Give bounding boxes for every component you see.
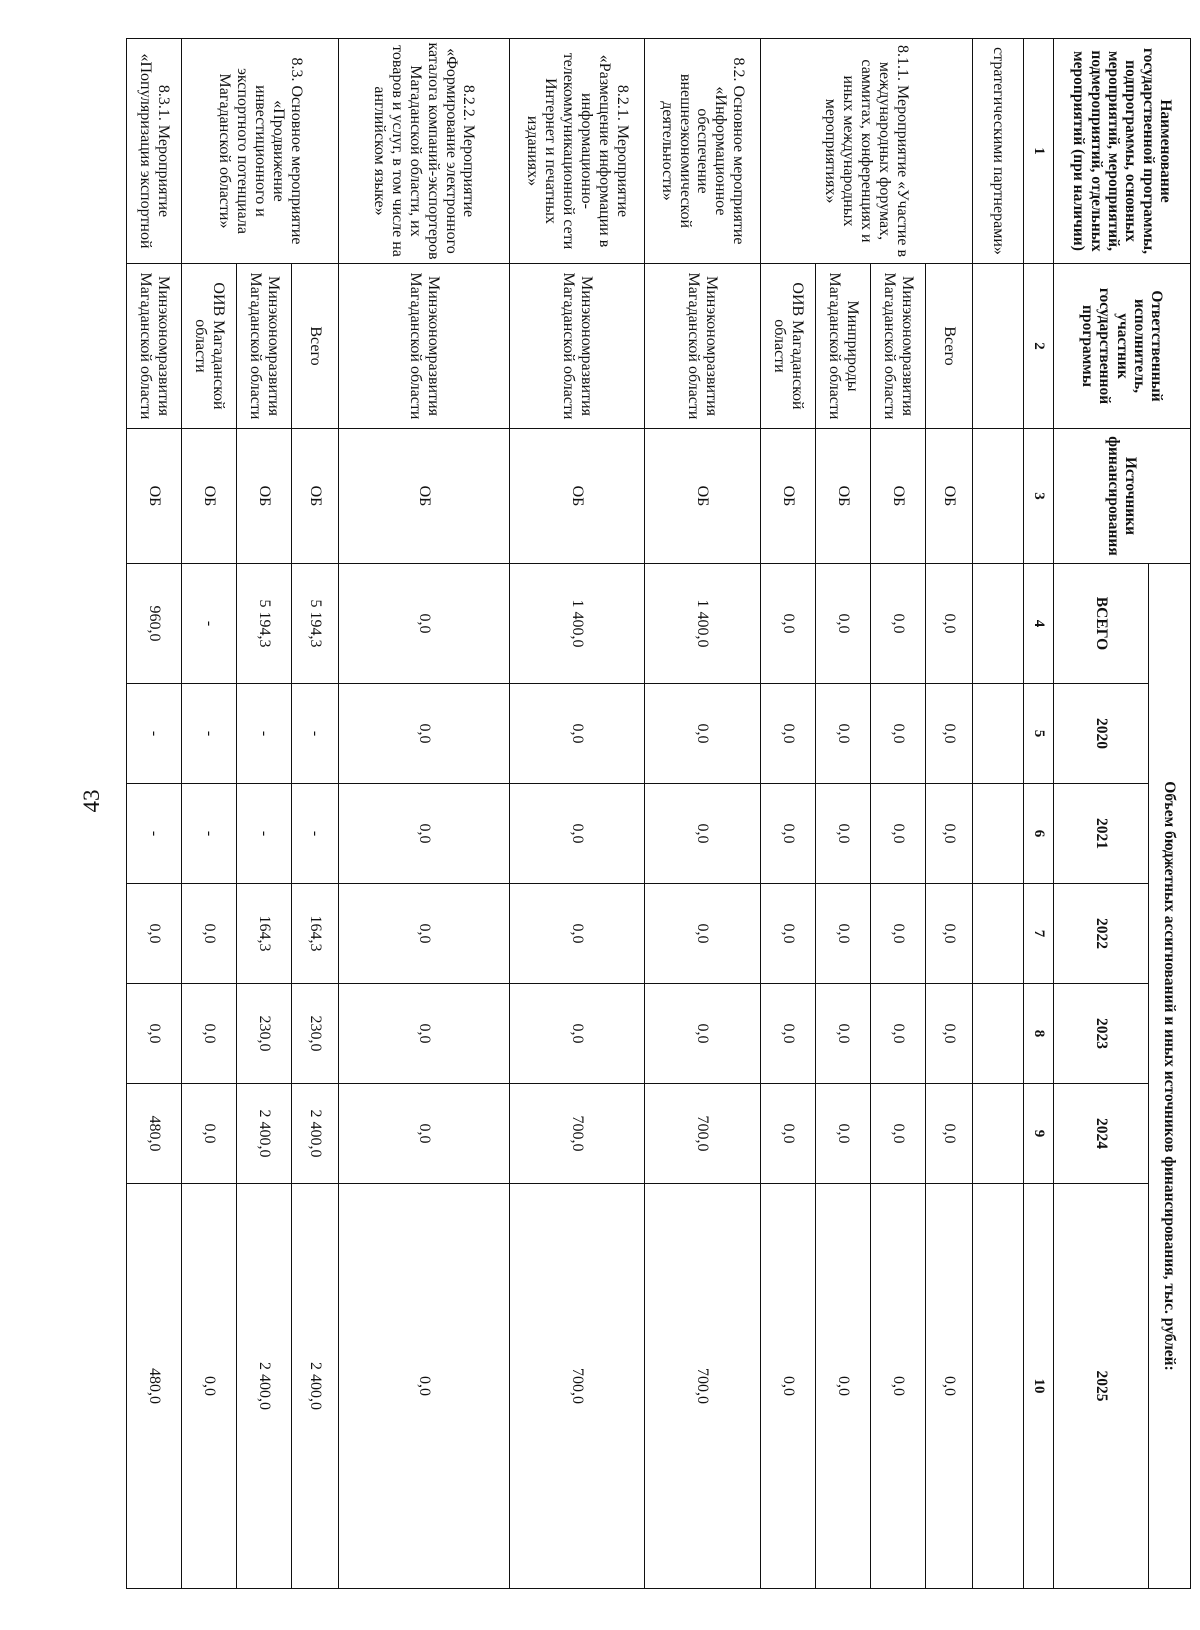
value-cell: 2 400,0	[292, 1184, 338, 1589]
value-cell: 0,0	[926, 1084, 972, 1184]
header-year-2024: 2024	[1054, 1084, 1149, 1184]
value-cell: -	[182, 564, 237, 684]
executor-cell: Минэкономразвития Магаданской области	[338, 264, 509, 429]
source-cell: ОБ	[816, 429, 871, 564]
value-cell: 0,0	[761, 1084, 816, 1184]
value-cell: 0,0	[182, 984, 237, 1084]
value-cell: 0,0	[182, 1084, 237, 1184]
value-cell: 0,0	[816, 784, 871, 884]
value-cell: 2 400,0	[237, 1084, 292, 1184]
value-cell: 0,0	[816, 564, 871, 684]
source-cell: ОБ	[871, 429, 926, 564]
col-number: 8	[1024, 984, 1054, 1084]
table-row	[127, 39, 182, 1589]
rotated-table-container	[126, 38, 1191, 1583]
activity-name-cell: 8.3.1. Мероприятие «Популяризация экспортной	[127, 39, 182, 264]
value-cell: -	[127, 784, 182, 884]
source-cell: ОБ	[509, 429, 644, 564]
col-number: 4	[1024, 564, 1054, 684]
executor-cell: Минэкономразвития Магаданской области	[237, 264, 292, 429]
value-cell: 0,0	[816, 1084, 871, 1184]
header-year-2021: 2021	[1054, 784, 1149, 884]
source-cell: ОБ	[926, 429, 972, 564]
source-cell: ОБ	[761, 429, 816, 564]
source-cell: ОБ	[338, 429, 509, 564]
activity-name-cell: 8.2.1. Мероприятие «Размещение информации в информационно-телекоммуникационной сети Интернет и печатных изданиях»	[509, 39, 644, 264]
value-cell: 0,0	[871, 1184, 926, 1589]
value-cell: 0,0	[509, 784, 644, 884]
executor-cell: Минэкономразвития Магаданской области	[644, 264, 760, 429]
value-cell: 0,0	[644, 784, 760, 884]
activity-name-cell: 8.2.2. Мероприятие «Формирование электронного каталога компаний-экспортеров Магаданской области, их товаров и услуг, в том числе на английском языке»	[338, 39, 509, 264]
value-cell: 0,0	[182, 1184, 237, 1589]
value-cell: 0,0	[926, 684, 972, 784]
table-row	[292, 39, 338, 1589]
value-cell: 2 400,0	[292, 1084, 338, 1184]
source-cell: ОБ	[182, 429, 237, 564]
table-row	[816, 39, 871, 1589]
value-cell: 1 400,0	[644, 564, 760, 684]
value-cell: 0,0	[338, 1084, 509, 1184]
value-cell: 0,0	[761, 1184, 816, 1589]
source-cell: ОБ	[644, 429, 760, 564]
table-row	[509, 39, 644, 1589]
value-cell: 0,0	[509, 684, 644, 784]
value-cell: 0,0	[127, 984, 182, 1084]
header-name-column: Наименование государственной программы, подпрограммы, основных мероприятий, мероприятий, подмероприятий, отдельных мероприятий (при наличии)	[1054, 39, 1191, 264]
col-number: 7	[1024, 884, 1054, 984]
value-cell: 0,0	[761, 784, 816, 884]
value-cell: 0,0	[926, 1184, 972, 1589]
value-cell: 0,0	[926, 564, 972, 684]
value-cell: 0,0	[338, 884, 509, 984]
value-cell: -	[292, 784, 338, 884]
header-year-total: ВСЕГО	[1054, 564, 1149, 684]
header-year-2022: 2022	[1054, 884, 1149, 984]
value-cell: 230,0	[292, 984, 338, 1084]
executor-cell: Минприроды Магаданской области	[816, 264, 871, 429]
value-cell: 480,0	[127, 1084, 182, 1184]
value-cell: 0,0	[816, 984, 871, 1084]
value-cell: 0,0	[127, 884, 182, 984]
value-cell: 0,0	[509, 884, 644, 984]
col-number: 1	[1024, 39, 1054, 264]
value-cell: 0,0	[816, 684, 871, 784]
value-cell: 1 400,0	[509, 564, 644, 684]
value-cell: 0,0	[182, 884, 237, 984]
value-cell: 0,0	[871, 884, 926, 984]
source-cell: ОБ	[237, 429, 292, 564]
value-cell: 0,0	[644, 984, 760, 1084]
value-cell: -	[127, 684, 182, 784]
executor-cell: Минэкономразвития Магаданской области	[509, 264, 644, 429]
value-cell: 0,0	[871, 564, 926, 684]
value-cell: 0,0	[871, 684, 926, 784]
value-cell: 164,3	[292, 884, 338, 984]
col-number: 10	[1024, 1184, 1054, 1589]
value-cell: 0,0	[816, 884, 871, 984]
value-cell: 0,0	[871, 984, 926, 1084]
header-funding-group: Объем бюджетных ассигнований и иных источников финансирования, тыс. рублей:	[1149, 564, 1191, 1589]
header-year-2023: 2023	[1054, 984, 1149, 1084]
value-cell: 0,0	[338, 684, 509, 784]
financing-table	[126, 38, 1191, 1589]
value-cell: 0,0	[338, 984, 509, 1084]
value-cell: 5 194,3	[292, 564, 338, 684]
value-cell: 700,0	[644, 1184, 760, 1589]
value-cell: 0,0	[644, 684, 760, 784]
table-row	[338, 39, 509, 1589]
value-cell: 480,0	[127, 1184, 182, 1589]
value-cell: 0,0	[926, 884, 972, 984]
value-cell: 164,3	[237, 884, 292, 984]
value-cell: 0,0	[871, 784, 926, 884]
value-cell: 0,0	[761, 884, 816, 984]
table-row	[644, 39, 760, 1589]
value-cell: 0,0	[509, 984, 644, 1084]
value-cell: -	[237, 784, 292, 884]
header-year-2020: 2020	[1054, 684, 1149, 784]
table-row	[761, 39, 816, 1589]
value-cell: 0,0	[761, 564, 816, 684]
executor-cell: Минэкономразвития Магаданской области	[871, 264, 926, 429]
activity-name-cell: 8.2. Основное мероприятие «Информационное обеспечение внешнеэкономической деятельности»	[644, 39, 760, 264]
value-cell: 0,0	[816, 1184, 871, 1589]
value-cell: 700,0	[509, 1184, 644, 1589]
continuation-cell: стратегическими партнерами»	[972, 39, 1023, 264]
value-cell: 0,0	[761, 984, 816, 1084]
col-number: 5	[1024, 684, 1054, 784]
value-cell: 0,0	[926, 784, 972, 884]
value-cell: 0,0	[338, 1184, 509, 1589]
header-executor-column: Ответственный исполнитель, участник государственной программы	[1054, 264, 1191, 429]
col-number: 6	[1024, 784, 1054, 884]
table-body	[127, 39, 1024, 1589]
value-cell: -	[182, 784, 237, 884]
executor-cell: Минэкономразвития Магаданской области	[127, 264, 182, 429]
col-number: 2	[1024, 264, 1054, 429]
executor-cell: ОИВ Магаданской области	[182, 264, 237, 429]
header-year-2025: 2025	[1054, 1184, 1149, 1589]
value-cell: -	[182, 684, 237, 784]
value-cell: 0,0	[926, 984, 972, 1084]
table-row	[926, 39, 972, 1589]
col-number: 3	[1024, 429, 1054, 564]
executor-cell: ОИВ Магаданской области	[761, 264, 816, 429]
value-cell: 5 194,3	[237, 564, 292, 684]
header-source-column: Источники финансирования	[1054, 429, 1191, 564]
value-cell: 960,0	[127, 564, 182, 684]
source-cell: ОБ	[127, 429, 182, 564]
value-cell: 700,0	[509, 1084, 644, 1184]
value-cell: 0,0	[761, 684, 816, 784]
table-row	[972, 39, 1023, 1589]
value-cell: -	[292, 684, 338, 784]
executor-cell: Всего	[926, 264, 972, 429]
value-cell: 2 400,0	[237, 1184, 292, 1589]
page-number: 43	[79, 789, 104, 813]
source-cell: ОБ	[292, 429, 338, 564]
value-cell: 700,0	[644, 1084, 760, 1184]
value-cell: 0,0	[338, 784, 509, 884]
value-cell: 0,0	[338, 564, 509, 684]
value-cell: -	[237, 684, 292, 784]
activity-name-cell: 8.3. Основное мероприятие «Продвижение инвестиционного и экспортного потенциала Магаданской области»	[182, 39, 339, 264]
value-cell: 0,0	[644, 884, 760, 984]
value-cell: 0,0	[871, 1084, 926, 1184]
activity-name-cell: 8.1.1. Мероприятие «Участие в международных форумах, саммитах, конференциях и иных международных мероприятиях»	[761, 39, 973, 264]
table-row	[871, 39, 926, 1589]
table-row	[237, 39, 292, 1589]
col-number: 9	[1024, 1084, 1054, 1184]
executor-cell: Всего	[292, 264, 338, 429]
table-row	[182, 39, 237, 1589]
value-cell: 230,0	[237, 984, 292, 1084]
